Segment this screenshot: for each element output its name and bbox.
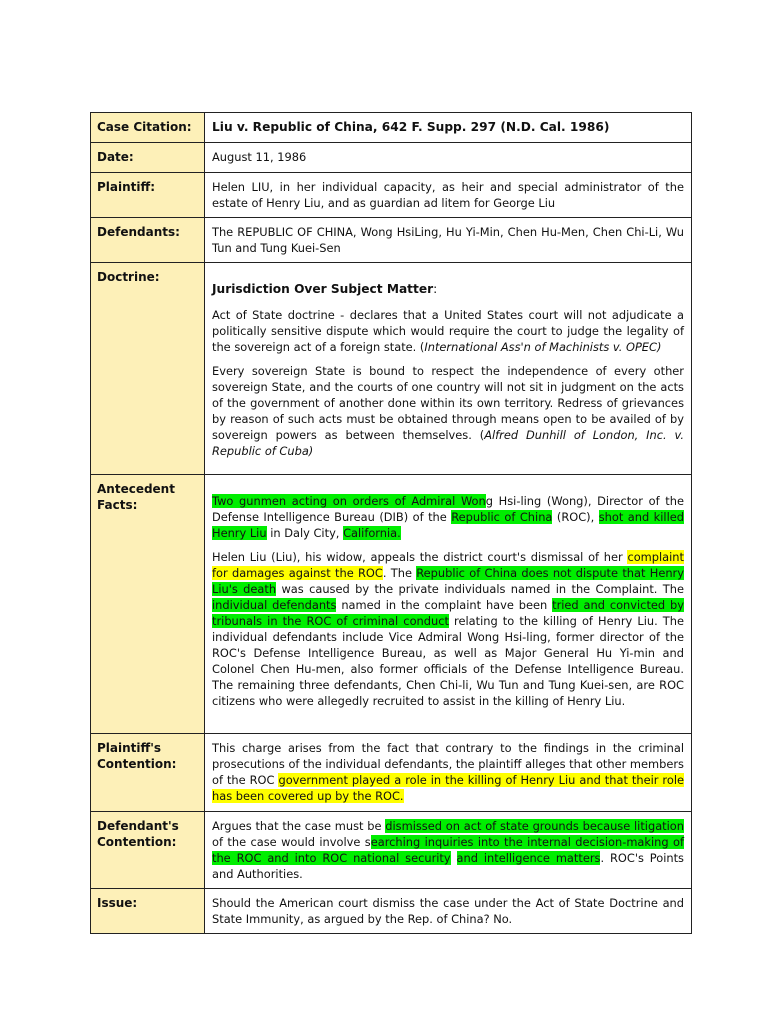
doctrine-p2-text: Every sovereign State is bound to respect the independence of every other sovereign State, and the courts of one country will not sit in judgment on the acts of the government of another done within its own territory. Redress of grievances by reason of such acts must be obtained through means open to be availed of by sovereign powers as between themselves. ( xyxy=(212,364,684,442)
green-highlight: California. xyxy=(343,526,401,540)
doctrine-heading-colon: : xyxy=(433,282,438,296)
case-citation-value: Liu v. Republic of China, 642 F. Supp. 297 (N.D. Cal. 1986) xyxy=(205,113,692,143)
yellow-highlight: government played a role in the killing of Henry Liu and that their role has been covered up by the ROC. xyxy=(212,773,684,803)
doctrine-paragraph-2 xyxy=(212,363,684,459)
label-plaintiff: Plaintiff: xyxy=(91,173,205,218)
row-date xyxy=(91,143,692,173)
yellow-highlight: complaint for damages against the ROC xyxy=(212,550,684,580)
row-defendants xyxy=(91,218,692,263)
green-highlight: shot and killed Henry Liu xyxy=(212,510,684,540)
date-value: August 11, 1986 xyxy=(205,143,692,173)
doctrine-p2-citation: Alfred Dunhill of London, Inc. v. Republic of Cuba) xyxy=(212,428,684,458)
row-issue xyxy=(91,889,692,934)
green-highlight: individual defendants xyxy=(212,598,337,612)
case-digest-sheet xyxy=(90,112,692,934)
text-segment: in Daly City, xyxy=(266,526,344,540)
green-highlight: Two gunmen acting on orders of Admiral Won xyxy=(212,494,486,508)
text-segment: named in the complaint have been xyxy=(336,598,553,612)
green-highlight: and intelligence matters xyxy=(456,851,601,865)
label-plaintiff-contention: Plaintiff's Contention: xyxy=(91,734,205,812)
green-highlight: earching inquiries into the internal decision-making of the ROC and into ROC national security xyxy=(212,835,684,865)
plaintiff-contention-text xyxy=(212,740,684,804)
row-plaintiff xyxy=(91,173,692,218)
doctrine-heading xyxy=(212,281,684,297)
antecedent-facts-value xyxy=(205,475,692,734)
row-citation xyxy=(91,113,692,143)
text-segment: . The xyxy=(382,566,417,580)
case-digest-table xyxy=(90,112,692,934)
label-defendants: Defendants: xyxy=(91,218,205,263)
text-segment xyxy=(451,851,457,865)
row-antecedent-facts xyxy=(91,475,692,734)
row-doctrine xyxy=(91,263,692,475)
text-segment: g Hsi-ling (Wong), Director of the Defense Intelligence Bureau (DIB) of the xyxy=(212,494,684,524)
label-date: Date: xyxy=(91,143,205,173)
label-issue: Issue: xyxy=(91,889,205,934)
text-segment: relating to the killing of Henry Liu. The individual defendants include Vice Admiral Wong Hsi-ling, former director of the ROC's Defense Intelligence Bureau, as well as Major General Hu Yi-min and Colonel Chen Hu-men, also former officials of the Defense Intelligence Bureau. The remaining three defendants, Chen Chi-li, Wu Tun and Tung Kuei-sen, are ROC citizens who were allegedly recruited to assist in the killing of Henry Liu. xyxy=(212,614,684,708)
text-segment: This charge arises from the fact that contrary to the findings in the criminal prosecutions of the individual defendants, the plaintiff alleges that other members of the ROC xyxy=(212,741,684,787)
doctrine-p1-citation: International Ass'n of Machinists v. OPEC) xyxy=(424,340,662,354)
text-segment: . ROC's Points and Authorities. xyxy=(212,851,684,881)
row-defendant-contention xyxy=(91,812,692,889)
text-segment: (ROC), xyxy=(552,510,599,524)
label-case-citation: Case Citation: xyxy=(91,113,205,143)
doctrine-heading-text: Jurisdiction Over Subject Matter xyxy=(212,282,434,296)
green-highlight: Republic of China xyxy=(451,510,553,524)
defendant-contention-text xyxy=(212,818,684,882)
row-plaintiff-contention xyxy=(91,734,692,812)
doctrine-value xyxy=(205,263,692,475)
text-segment: was caused by the private individuals named in the Complaint. The xyxy=(276,582,684,596)
doctrine-paragraph-1 xyxy=(212,307,684,355)
green-highlight: tried and convicted by tribunals in the ROC of criminal conduct xyxy=(212,598,684,628)
issue-value: Should the American court dismiss the case under the Act of State Doctrine and State Immunity, as argued by the Rep. of China? No. xyxy=(205,889,692,934)
green-highlight: dismissed on act of state grounds because litigation xyxy=(385,819,684,833)
doctrine-p1-text: Act of State doctrine - declares that a United States court will not adjudicate a politically sensitive dispute which would require the court to judge the legality of the sovereign act of a foreign state. ( xyxy=(212,308,684,354)
text-segment: Helen Liu (Liu), his widow, appeals the district court's dismissal of her xyxy=(212,550,628,564)
facts-paragraph-2 xyxy=(212,549,684,709)
label-doctrine: Doctrine: xyxy=(91,263,205,475)
facts-paragraph-1 xyxy=(212,493,684,541)
plaintiff-contention-value xyxy=(205,734,692,812)
plaintiff-value: Helen LIU, in her individual capacity, as heir and special administrator of the estate of Henry Liu, and as guardian ad litem for George Liu xyxy=(205,173,692,218)
label-defendant-contention: Defendant's Contention: xyxy=(91,812,205,889)
text-segment: Argues that the case must be xyxy=(212,819,386,833)
text-segment: of the case would involve s xyxy=(212,835,371,849)
label-antecedent-facts: Antecedent Facts: xyxy=(91,475,205,734)
green-highlight: Republic of China does not dispute that Henry Liu's death xyxy=(212,566,684,596)
defendant-contention-value xyxy=(205,812,692,889)
defendants-value: The REPUBLIC OF CHINA, Wong HsiLing, Hu Yi-Min, Chen Hu-Men, Chen Chi-Li, Wu Tun and Tung Kuei-Sen xyxy=(205,218,692,263)
